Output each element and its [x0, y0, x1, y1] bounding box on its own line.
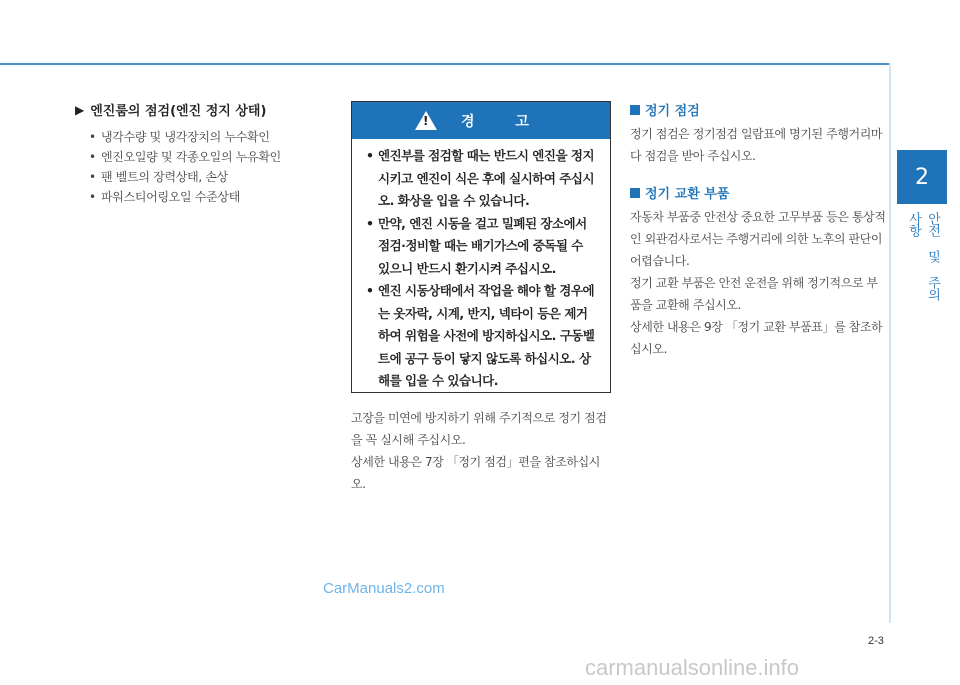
maintenance-note	[351, 407, 613, 495]
warning-list	[352, 139, 610, 393]
engine-room-section	[75, 100, 335, 207]
page-number: 2-3	[868, 635, 884, 647]
engine-room-list	[89, 127, 335, 207]
regular-parts-heading	[630, 183, 888, 202]
chapter-tab: 2	[897, 150, 947, 204]
engine-room-heading-text: 엔진룸의 점검(엔진 정지 상태)	[90, 104, 267, 119]
side-rule	[889, 63, 891, 623]
warning-item: • 엔진부를 점검할 때는 반드시 엔진을 정지시키고 엔진이 식은 후에 실시하여 주십시오. 화상을 입을 수 있습니다.	[366, 145, 598, 213]
list-item: • 엔진오일량 및 각종오일의 누유확인	[89, 147, 335, 167]
chapter-title: 안전 및 주의 사항	[906, 212, 940, 300]
warning-box	[351, 101, 611, 393]
list-item: • 파워스티어링오일 수준상태	[89, 187, 335, 207]
regular-check-section	[630, 100, 888, 167]
warning-title: 경 고	[461, 113, 547, 130]
right-column	[630, 100, 888, 376]
top-rule	[0, 63, 891, 65]
regular-parts-heading-text: 정기 교환 부품	[645, 187, 730, 202]
warning-item: • 엔진 시동상태에서 작업을 해야 할 경우에는 옷자락, 시계, 반지, 넥타이 등은 제거하여 위험을 사전에 방지하십시오. 구동벨트에 공구 등이 닿지 않도록 하십시오. 상해를 입을 수 있습니다.	[366, 280, 598, 393]
regular-parts-text: 정기 교환 부품은 안전 운전을 위해 정기적으로 부품을 교환해 주십시오.	[630, 276, 878, 312]
warning-header	[352, 102, 610, 139]
list-item: • 냉각수량 및 냉각장치의 누수확인	[89, 127, 335, 147]
square-bullet-icon	[630, 105, 640, 115]
warning-item: • 만약, 엔진 시동을 걸고 밀폐된 장소에서 점검·정비할 때는 배기가스에 중독될 수 있으니 반드시 환기시켜 주십시오.	[366, 213, 598, 281]
list-item: • 팬 벨트의 장력상태, 손상	[89, 167, 335, 187]
regular-check-heading	[630, 100, 888, 119]
watermark-link[interactable]: CarManuals2.com	[323, 580, 445, 597]
regular-parts-text: 상세한 내용은 9장 「정기 교환 부품표」를 참조하십시오.	[630, 320, 883, 356]
maintenance-note-text: 고장을 미연에 방지하기 위해 주기적으로 정기 점검을 꼭 실시해 주십시오.	[351, 411, 607, 447]
maintenance-note-ref: 상세한 내용은 7장 「정기 점검」편을 참조하십시오.	[351, 455, 600, 491]
warning-triangle-icon: !	[415, 111, 437, 130]
regular-check-text: 정기 점검은 정기점검 일람표에 명기된 주행거리마다 점검을 받아 주십시오.	[630, 127, 883, 163]
watermark-text: carmanualsonline.info	[585, 655, 800, 680]
square-bullet-icon	[630, 188, 640, 198]
regular-parts-text: 자동차 부품중 안전상 중요한 고무부품 등은 통상적인 외관검사로서는 주행거리에 의한 노후의 판단이 어렵습니다.	[630, 210, 886, 268]
engine-room-heading	[75, 100, 335, 119]
regular-check-heading-text: 정기 점검	[645, 104, 700, 119]
triangle-right-icon: ▶	[75, 102, 85, 117]
regular-parts-section	[630, 183, 888, 360]
